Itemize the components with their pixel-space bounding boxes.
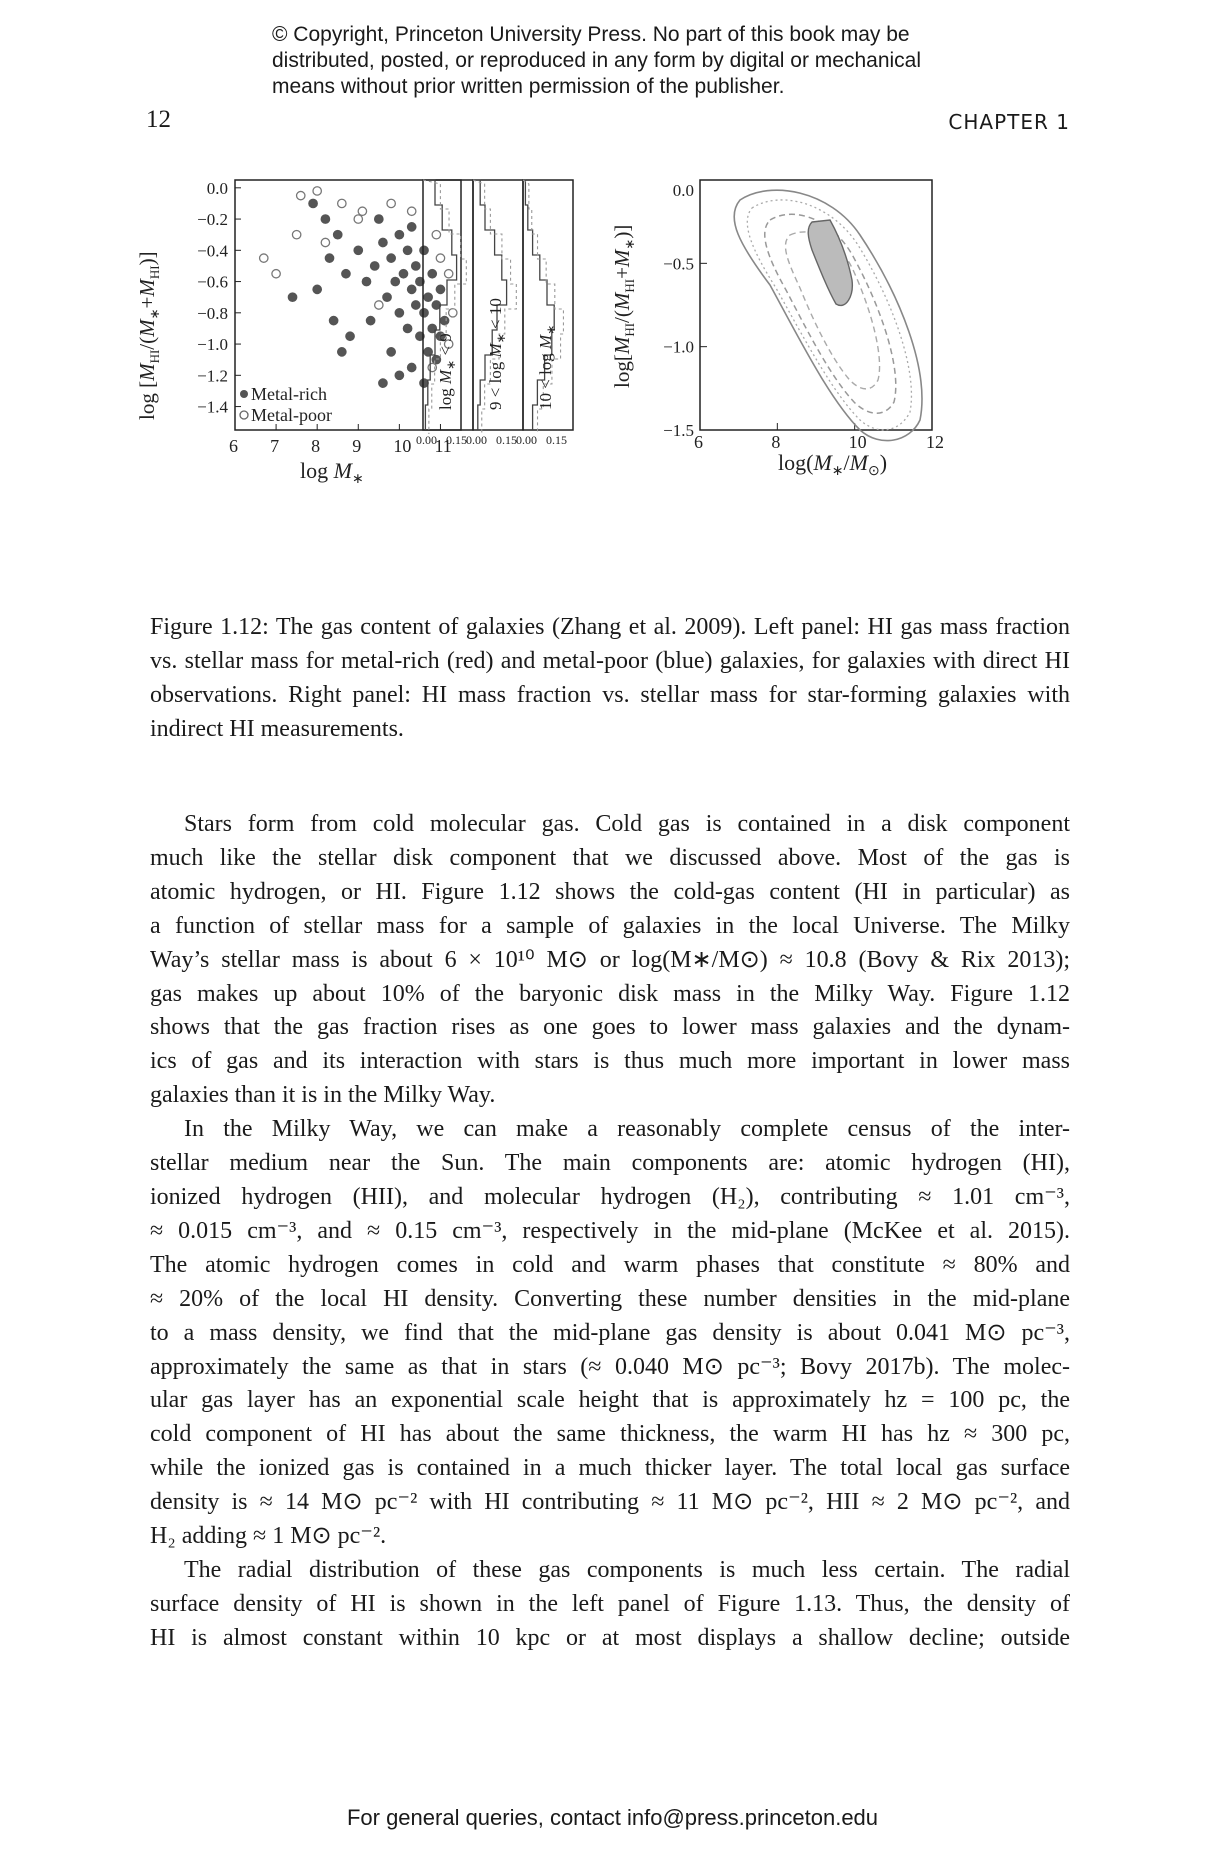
paragraph-2: [150, 1113, 1070, 1554]
inset-tick-label: 0.00: [416, 433, 437, 447]
metal-rich-point: [428, 270, 436, 278]
metal-rich-point: [371, 262, 379, 270]
metal-rich-point: [412, 301, 420, 309]
y-tick-label: −1.4: [197, 397, 228, 417]
footer-contact: For general queries, contact info@press.princeton.edu: [346, 1805, 879, 1830]
metal-rich-point: [440, 316, 448, 324]
metal-rich-point: [420, 246, 428, 254]
metal-poor-point: [321, 238, 329, 246]
metal-rich-point: [354, 246, 362, 254]
metal-rich-point: [379, 238, 387, 246]
metal-poor-point: [297, 191, 305, 199]
metal-rich-point: [407, 363, 415, 371]
metal-poor-point: [432, 230, 440, 238]
inset-label-1: $\log M_∗ < 9$: [436, 333, 458, 410]
metal-poor-point: [444, 270, 452, 278]
metal-rich-point: [412, 262, 420, 270]
y-tick-label: −1.0: [663, 337, 694, 357]
paragraph-1: [150, 808, 1070, 1113]
metal-poor-point: [407, 207, 415, 215]
text-line: gas makes up about 10% of the baryonic disk mass in the Milky Way. Figure 1.12: [150, 980, 1070, 1007]
copyright-line: means without prior written permission of the publisher.: [272, 75, 785, 98]
text-line: stellar medium near the Sun. The main components are: atomic hydrogen (HI),: [150, 1150, 1070, 1177]
x-tick-label: 8: [771, 432, 781, 452]
metal-poor-point: [387, 199, 395, 207]
x-tick-label: 9: [352, 436, 362, 456]
legend-label-metal-poor: Metal-poor: [251, 405, 332, 425]
paragraph-3: [150, 1554, 1070, 1656]
metal-poor-point: [358, 207, 366, 215]
metal-poor-point: [354, 215, 362, 223]
metal-rich-point: [383, 293, 391, 301]
x-tick-label: 10: [848, 432, 867, 452]
left-x-axis-label: $\log M_∗$: [300, 458, 364, 487]
y-tick-label: −0.4: [197, 241, 228, 261]
metal-rich-point: [395, 309, 403, 317]
right-axis-ticks: [663, 180, 944, 452]
metal-poor-point: [272, 270, 280, 278]
text-line: cold component of HI has about the same thickness, the warm HI has hz ≈ 300 pc,: [150, 1421, 1070, 1448]
text-line: ≈ 20% of the local HI density. Converting these number densities in the mid-plane: [150, 1285, 1070, 1312]
metal-rich-point: [403, 246, 411, 254]
right-panel: [610, 180, 944, 479]
x-tick-label: 7: [270, 436, 280, 456]
inset-tick-label: 0.15: [496, 433, 517, 447]
metal-poor-point: [436, 254, 444, 262]
metal-poor-point: [449, 309, 457, 317]
metal-poor-point: [260, 254, 268, 262]
x-tick-label: 12: [926, 432, 944, 452]
metal-rich-point: [379, 379, 387, 387]
text-line: ionized hydrogen (HII), and molecular hydrogen (H₂), contributing ≈ 1.01 cm⁻³,: [150, 1183, 1070, 1210]
metal-rich-point: [399, 270, 407, 278]
text-line: galaxies than it is in the Milky Way.: [150, 1082, 496, 1109]
text-line: much like the stellar disk component that we discussed above. Most of the gas is: [150, 844, 1070, 871]
histogram-insets: [416, 180, 573, 447]
metal-rich-point: [387, 348, 395, 356]
text-line: ≈ 0.015 cm⁻³, and ≈ 0.15 cm⁻³, respectively in the mid-plane (McKee et al. 2015).: [150, 1217, 1070, 1244]
metal-rich-point: [321, 215, 329, 223]
legend-marker-metal-poor: [240, 411, 248, 419]
copyright-line: © Copyright, Princeton University Press. No part of this book may be: [272, 23, 910, 46]
text-line: ular gas layer has an exponential scale height that is approximately hz = 100 pc, the: [150, 1387, 1070, 1414]
metal-rich-point: [395, 371, 403, 379]
y-tick-label: −1.2: [197, 366, 228, 386]
text-line: density is ≈ 14 M⊙ pc⁻² with HI contributing ≈ 11 M⊙ pc⁻², HII ≈ 2 M⊙ pc⁻², and: [150, 1489, 1070, 1516]
y-tick-label: −0.5: [663, 254, 694, 274]
metal-poor-point: [292, 230, 300, 238]
text-line: a function of stellar mass for a sample of galaxies in the local Universe. The Milky: [150, 912, 1070, 939]
metal-rich-point: [387, 254, 395, 262]
text-line: The radial distribution of these gas components is much less certain. The radial: [184, 1556, 1070, 1583]
inset-tick-label: 0.00: [466, 433, 487, 447]
x-tick-label: 8: [311, 436, 321, 456]
text-line: surface density of HI is shown in the left panel of Figure 1.13. Thus, the density of: [150, 1590, 1070, 1617]
metal-poor-point: [313, 187, 321, 195]
metal-rich-point: [420, 309, 428, 317]
copyright-line: distributed, posted, or reproduced in any form by digital or mechanical: [272, 49, 922, 72]
figure-caption: Figure 1.12: The gas content of galaxies (Zhang et al. 2009). Left panel: HI gas mass fraction vs. stellar mass for metal-rich (red) and metal-poor (blue) galaxies, for galaxies with direct HI observations. Right panel: HI mass fraction vs. stellar mass for star-forming galaxies with indirect HI measurements.: [150, 614, 1070, 742]
text-line: atomic hydrogen, or HI. Figure 1.12 shows the cold-gas content (HI in particular) as: [150, 878, 1070, 905]
y-tick-label: 0.0: [672, 181, 694, 200]
x-tick-label: 6: [694, 432, 703, 452]
y-tick-label: −0.2: [197, 210, 228, 230]
y-tick-label: 0.0: [206, 178, 228, 198]
inset-label-3: $10 < \log M_∗$: [536, 324, 558, 410]
metal-rich-point: [366, 316, 374, 324]
left-panel: [135, 179, 461, 487]
inset-tick-label: 0.00: [516, 433, 537, 447]
metal-poor-point: [338, 199, 346, 207]
metal-rich-point: [407, 285, 415, 293]
metal-rich-point: [342, 270, 350, 278]
contour-hatched-core: [808, 220, 852, 305]
body-text: [150, 808, 1070, 1656]
right-y-axis-label: $\log[M_{HI}/(M_{HI}+M_∗)]$: [610, 224, 637, 388]
copyright-notice: [272, 22, 972, 100]
left-scatter-points: [260, 187, 457, 388]
y-tick-label: −1.5: [663, 421, 694, 440]
page-number: 12: [146, 106, 171, 133]
metal-rich-point: [391, 277, 399, 285]
metal-rich-point: [288, 293, 296, 301]
metal-rich-point: [375, 215, 383, 223]
text-line: In the Milky Way, we can make a reasonably complete census of the inter-: [184, 1116, 1070, 1143]
text-line: shows that the gas fraction rises as one goes to lower mass galaxies and the dynam-: [150, 1014, 1070, 1041]
text-line: ics of gas and its interaction with stars is thus much more important in lower mass: [150, 1048, 1070, 1075]
x-tick-label: 10: [393, 436, 412, 456]
inset-tick-label: 0.15: [546, 433, 567, 447]
text-line: The atomic hydrogen comes in cold and warm phases that constitute ≈ 80% and: [150, 1251, 1070, 1278]
inset-label-2: $9 < \log M_∗ < 10$: [486, 298, 508, 410]
metal-rich-point: [325, 254, 333, 262]
metal-rich-point: [338, 348, 346, 356]
text-line: approximately the same as that in stars (≈ 0.040 M⊙ pc⁻³; Bovy 2017b). The molec-: [150, 1353, 1070, 1380]
left-y-axis-label: $\log [M_{HI}/(M_∗+M_{HI})]$: [135, 251, 162, 420]
metal-rich-point: [346, 332, 354, 340]
legend-label-metal-rich: Metal-rich: [251, 384, 327, 404]
text-line: to a mass density, we find that the mid-plane gas density is about 0.041 M⊙ pc⁻³,: [150, 1319, 1070, 1346]
metal-rich-point: [309, 199, 317, 207]
metal-rich-point: [334, 230, 342, 238]
inset-tick-label: 0.15: [446, 433, 467, 447]
metal-rich-point: [424, 293, 432, 301]
text-line: while the ionized gas is contained in a much thicker layer. The total local gas surface: [150, 1455, 1070, 1482]
metal-poor-point: [375, 301, 383, 309]
right-x-axis-label: $\log(M_∗/M_⊙)$: [778, 450, 888, 479]
legend-marker-metal-rich: [240, 390, 248, 398]
metal-rich-point: [362, 277, 370, 285]
contour-lines: [734, 190, 922, 440]
metal-rich-point: [407, 223, 415, 231]
figure-1-12: [135, 178, 1080, 570]
metal-rich-point: [329, 316, 337, 324]
y-tick-label: −0.6: [197, 272, 228, 292]
text-line: H₂ adding ≈ 1 M⊙ pc⁻².: [150, 1523, 387, 1550]
text-line: Way’s stellar mass is about 6 × 10¹⁰ M⊙ or log(M∗/M⊙) ≈ 10.8 (Bovy & Rix 2013);: [150, 946, 1070, 973]
metal-rich-point: [436, 285, 444, 293]
x-tick-label: 11: [434, 436, 452, 456]
metal-rich-point: [395, 230, 403, 238]
y-tick-label: −0.8: [197, 303, 228, 323]
text-line: HI is almost constant within 10 kpc or at most displays a shallow decline; outside: [150, 1624, 1070, 1651]
metal-rich-point: [403, 324, 411, 332]
metal-rich-point: [313, 285, 321, 293]
x-tick-label: 6: [229, 436, 238, 456]
text-line: Stars form from cold molecular gas. Cold gas is contained in a disk component: [184, 811, 1070, 837]
y-tick-label: −1.0: [197, 335, 228, 355]
chapter-heading: CHAPTER 1: [948, 110, 1070, 134]
metal-rich-point: [420, 379, 428, 387]
